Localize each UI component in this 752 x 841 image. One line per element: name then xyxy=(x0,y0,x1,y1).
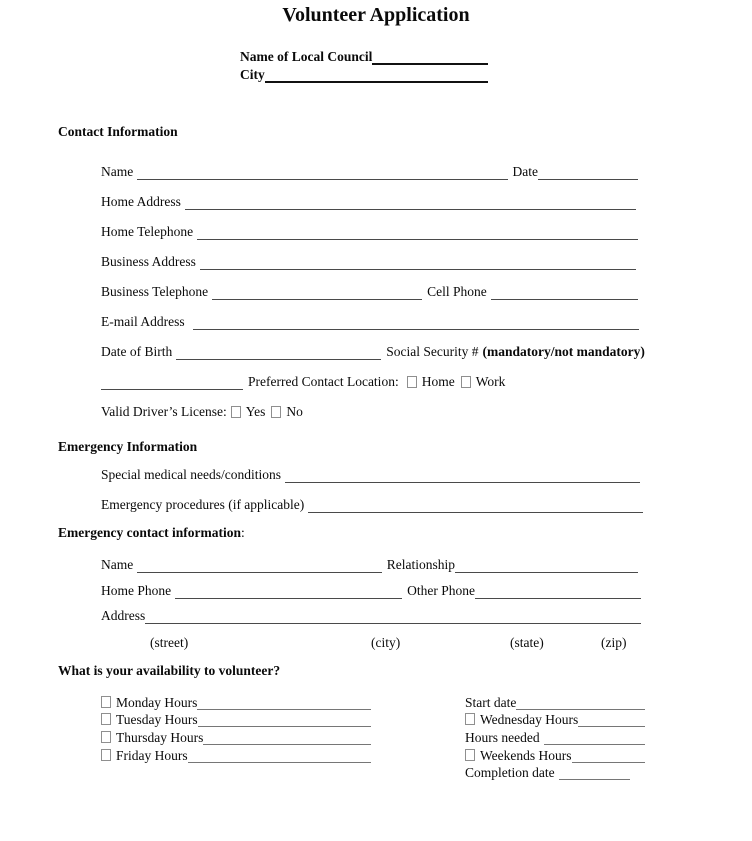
wednesday-hours-blank[interactable] xyxy=(578,713,645,727)
other-phone-label: Other Phone xyxy=(407,583,475,598)
page-title: Volunteer Application xyxy=(282,4,470,26)
ssn-label: Social Security # xyxy=(386,344,479,359)
business-address-row xyxy=(101,254,636,270)
work-checkbox[interactable] xyxy=(461,376,471,388)
completion-date-row xyxy=(465,763,645,781)
friday-hours-blank[interactable] xyxy=(188,749,371,763)
council-city-label: City xyxy=(240,67,265,82)
license-no-label: No xyxy=(286,404,303,419)
ec-home-phone-label: Home Phone xyxy=(101,583,172,598)
email-blank[interactable] xyxy=(193,316,639,330)
tuesday-label: Tuesday Hours xyxy=(116,712,198,728)
home-address-row xyxy=(101,194,636,210)
friday-checkbox[interactable] xyxy=(101,749,111,761)
email-row xyxy=(101,314,639,330)
date-label: Date xyxy=(512,164,538,179)
ec-address-row xyxy=(101,608,641,624)
dob-blank[interactable] xyxy=(176,346,381,360)
license-yes-label: Yes xyxy=(245,404,266,419)
cell-phone-blank[interactable] xyxy=(491,286,638,300)
relationship-label: Relationship xyxy=(386,557,455,572)
emergency-contact-heading xyxy=(58,524,245,541)
council-name-blank[interactable] xyxy=(372,51,488,65)
wednesday-checkbox[interactable] xyxy=(465,713,475,725)
tuesday-checkbox[interactable] xyxy=(101,713,111,725)
ec-name-label: Name xyxy=(101,557,134,572)
weekends-checkbox[interactable] xyxy=(465,749,475,761)
council-city-blank[interactable] xyxy=(265,69,488,83)
name-date-row xyxy=(101,164,638,180)
preferred-contact-row xyxy=(101,374,505,390)
wednesday-label: Wednesday Hours xyxy=(480,712,579,728)
work-option-label: Work xyxy=(475,374,506,389)
home-telephone-label: Home Telephone xyxy=(101,224,194,239)
drivers-license-row xyxy=(101,404,303,420)
completion-date-blank[interactable] xyxy=(559,766,630,780)
completion-date-label: Completion date xyxy=(465,765,555,781)
relationship-blank[interactable] xyxy=(455,559,638,573)
friday-row xyxy=(101,745,371,763)
home-telephone-blank[interactable] xyxy=(197,226,638,240)
medical-needs-row xyxy=(101,467,640,483)
business-address-label: Business Address xyxy=(101,254,196,269)
license-no-checkbox[interactable] xyxy=(271,406,281,418)
emergency-section-heading: Emergency Information xyxy=(58,439,198,454)
business-telephone-blank[interactable] xyxy=(212,286,422,300)
business-address-blank[interactable] xyxy=(200,256,636,270)
emergency-procedures-label: Emergency procedures (if applicable) xyxy=(101,497,305,512)
dob-ssn-row xyxy=(101,344,645,360)
home-address-label: Home Address xyxy=(101,194,181,209)
name-label: Name xyxy=(101,164,134,179)
start-date-blank[interactable] xyxy=(516,696,645,710)
emergency-procedures-blank[interactable] xyxy=(308,499,643,513)
street-caption: (street) xyxy=(150,635,189,650)
ec-phone-row xyxy=(101,583,641,599)
wednesday-row xyxy=(465,710,645,728)
other-phone-blank[interactable] xyxy=(475,585,641,599)
emergency-procedures-row xyxy=(101,497,643,513)
monday-row xyxy=(101,692,371,710)
home-telephone-row xyxy=(101,224,638,240)
name-blank[interactable] xyxy=(137,166,507,180)
home-checkbox[interactable] xyxy=(407,376,417,388)
contact-section-heading: Contact Information xyxy=(58,124,178,139)
emergency-contact-heading-text: Emergency contact information xyxy=(58,525,241,540)
monday-checkbox[interactable] xyxy=(101,696,111,708)
home-address-blank[interactable] xyxy=(185,196,636,210)
city-caption: (city) xyxy=(371,635,401,650)
ec-name-row xyxy=(101,557,638,573)
ec-home-phone-blank[interactable] xyxy=(175,585,402,599)
date-blank[interactable] xyxy=(538,166,638,180)
medical-needs-blank[interactable] xyxy=(285,469,640,483)
thursday-label: Thursday Hours xyxy=(116,730,204,746)
hours-needed-blank[interactable] xyxy=(544,731,645,745)
hours-needed-label: Hours needed xyxy=(465,730,540,746)
zip-caption: (zip) xyxy=(601,635,627,650)
start-date-label: Start date xyxy=(465,694,517,710)
start-date-row xyxy=(465,692,645,710)
hours-needed-row xyxy=(465,727,645,745)
monday-label: Monday Hours xyxy=(116,694,198,710)
dob-label: Date of Birth xyxy=(101,344,173,359)
emergency-contact-heading-colon: : xyxy=(240,525,245,540)
drivers-license-label: Valid Driver’s License: xyxy=(101,404,227,419)
thursday-checkbox[interactable] xyxy=(101,731,111,743)
tuesday-hours-blank[interactable] xyxy=(198,713,371,727)
weekends-label: Weekends Hours xyxy=(480,747,572,763)
weekends-row xyxy=(465,745,645,763)
home-option-label: Home xyxy=(421,374,455,389)
thursday-row xyxy=(101,727,371,745)
monday-hours-blank[interactable] xyxy=(197,696,371,710)
preferred-contact-blank[interactable] xyxy=(101,376,243,390)
council-name-row xyxy=(240,49,488,65)
weekends-hours-blank[interactable] xyxy=(572,749,645,763)
ssn-mandatory-note: (mandatory/not mandatory) xyxy=(482,344,645,359)
state-caption: (state) xyxy=(510,635,544,650)
cell-phone-label: Cell Phone xyxy=(427,284,487,299)
friday-label: Friday Hours xyxy=(116,747,188,763)
availability-section-heading: What is your availability to volunteer? xyxy=(58,663,281,678)
business-telephone-row xyxy=(101,284,638,300)
business-telephone-label: Business Telephone xyxy=(101,284,209,299)
thursday-hours-blank[interactable] xyxy=(203,731,371,745)
ec-name-blank[interactable] xyxy=(137,559,382,573)
council-name-label: Name of Local Council xyxy=(240,49,373,64)
ec-address-label: Address xyxy=(101,608,146,623)
email-label: E-mail Address xyxy=(101,314,185,329)
address-captions-row xyxy=(0,633,752,651)
ec-address-blank[interactable] xyxy=(145,610,641,624)
medical-needs-label: Special medical needs/conditions xyxy=(101,467,281,482)
license-yes-checkbox[interactable] xyxy=(231,406,241,418)
tuesday-row xyxy=(101,710,371,728)
preferred-contact-label: Preferred Contact Location: xyxy=(248,374,399,389)
council-city-row xyxy=(240,67,488,83)
availability-grid xyxy=(101,692,645,780)
